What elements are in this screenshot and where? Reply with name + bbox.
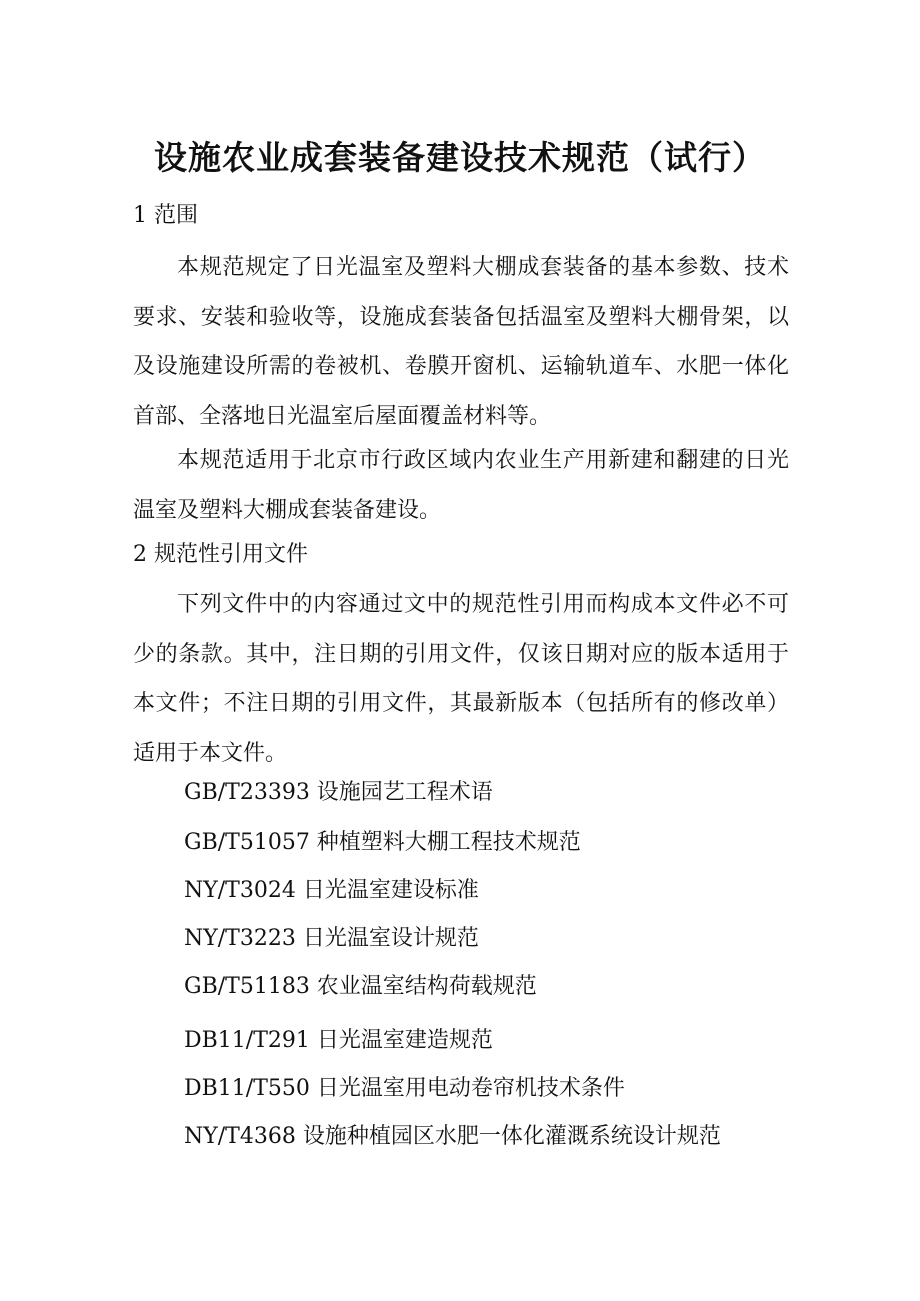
reference-item-db11-t291: DB11/T291 日光温室建造规范 [184, 1028, 493, 1053]
document-title: 设施农业成套装备建设技术规范（试行） [154, 138, 766, 177]
reference-item-ny-t3223: NY/T3223 日光温室设计规范 [184, 926, 479, 951]
reference-item-db11-t550: DB11/T550 日光温室用电动卷帘机技术条件 [184, 1076, 625, 1101]
reference-item-gb-t23393: GB/T23393 设施园艺工程术语 [184, 780, 493, 805]
reference-item-ny-t4368: NY/T4368 设施种植园区水肥一体化灌溉系统设计规范 [184, 1124, 721, 1149]
reference-item-ny-t3024: NY/T3024 日光温室建设标准 [184, 878, 479, 903]
scope-paragraph-1: 本规范规定了日光温室及塑料大棚成套装备的基本参数、技术要求、安装和验收等，设施成套装备包括温室及塑料大棚骨架，以及设施建设所需的卷被机、卷膜开窗机、运输轨道车、水肥一体化首部、全落地日光温室后屋面覆盖材料等。 [133, 255, 789, 429]
reference-item-gb-t51183: GB/T51183 农业温室结构荷载规范 [184, 974, 537, 999]
section-heading-normative-references: 2 规范性引用文件 [133, 542, 308, 567]
reference-item-gb-t51057: GB/T51057 种植塑料大棚工程技术规范 [184, 830, 581, 855]
references-intro-paragraph: 下列文件中的内容通过文中的规范性引用而构成本文件必不可少的条款。其中，注日期的引用文件，仅该日期对应的版本适用于本文件；不注日期的引用文件，其最新版本（包括所有的修改单）适用于本文件。 [133, 592, 789, 766]
scope-paragraph-2: 本规范适用于北京市行政区域内农业生产用新建和翻建的日光温室及塑料大棚成套装备建设。 [133, 448, 789, 523]
section-heading-scope: 1 范围 [133, 203, 198, 228]
